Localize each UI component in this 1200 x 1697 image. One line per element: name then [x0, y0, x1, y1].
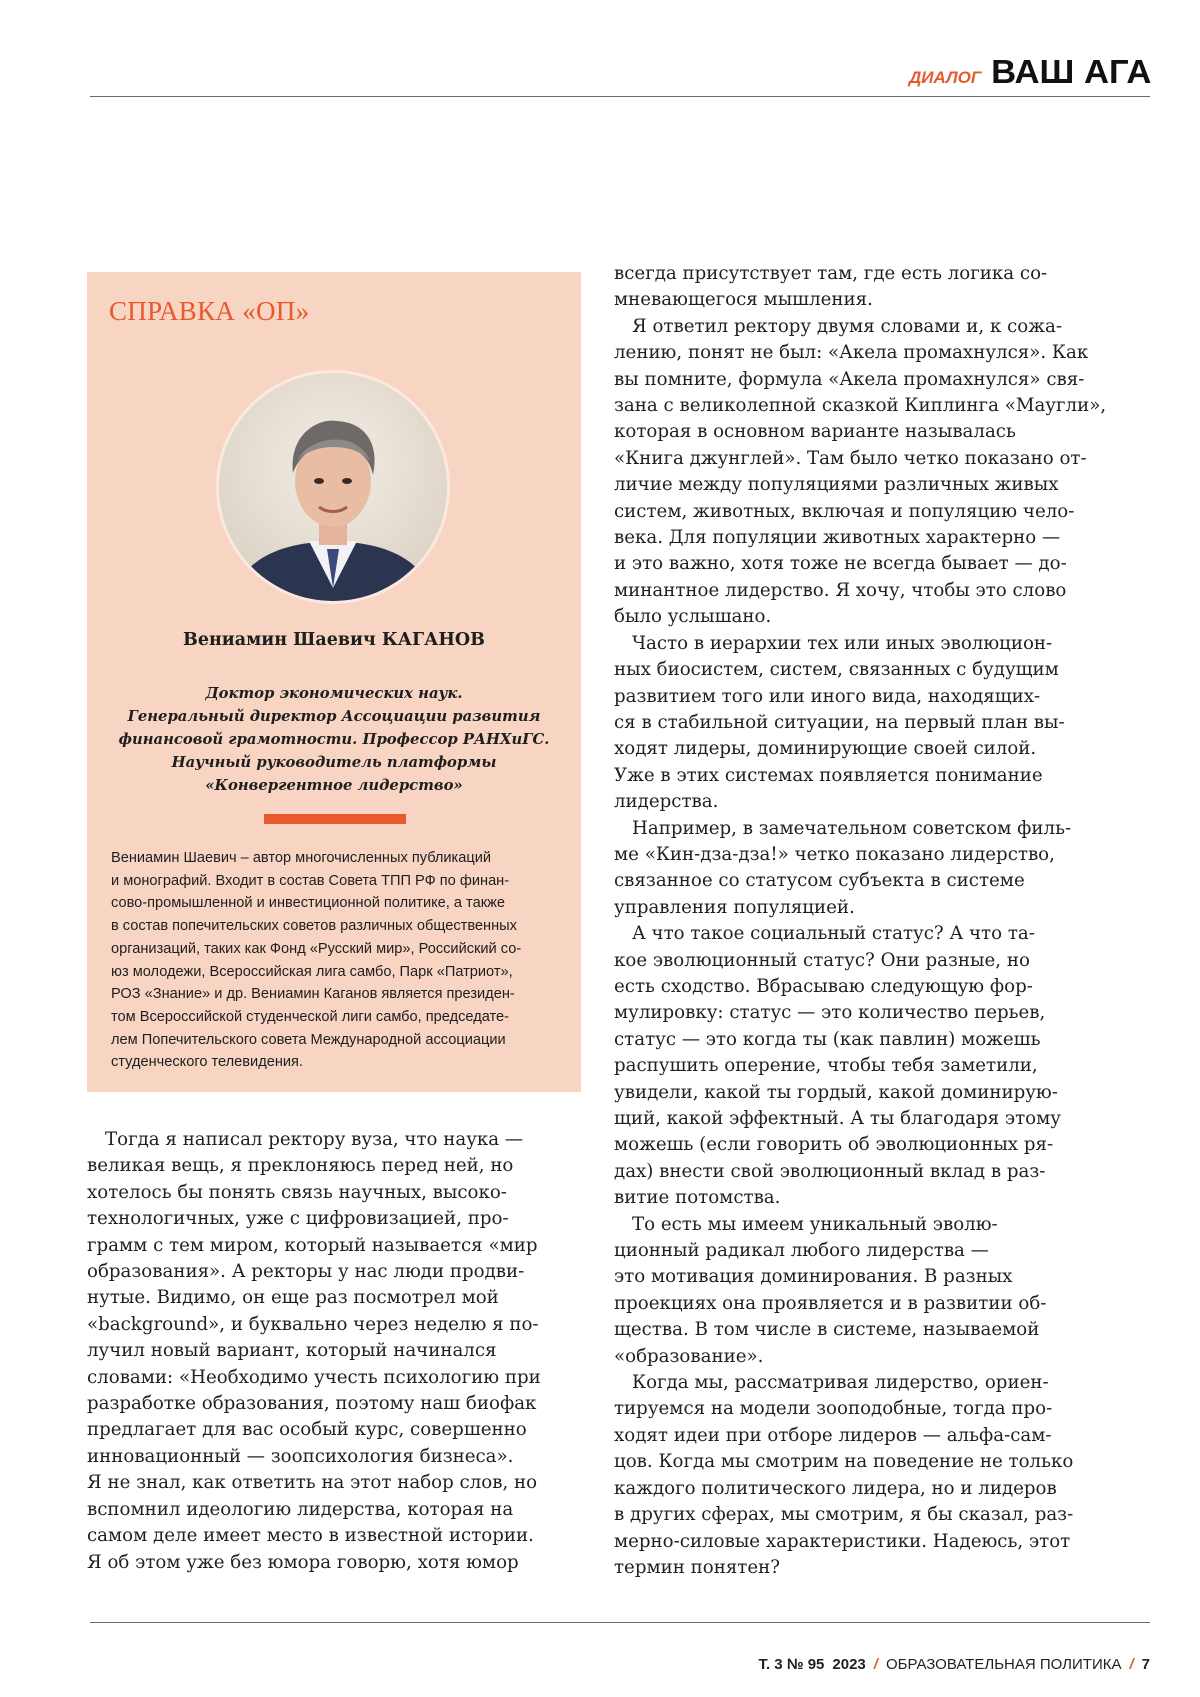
text-line: Уже в этих системах появляется понимание — [614, 763, 1134, 789]
page-number: 7 — [1142, 1656, 1150, 1673]
text-line: зана с великолепной сказкой Киплинга «Маугли», — [614, 393, 1134, 419]
text-line: это мотивация доминирования. В разных — [614, 1264, 1134, 1290]
text-line: цов. Когда мы смотрим на поведение не только — [614, 1449, 1134, 1475]
text-line: щества. В том числе в системе, называемой — [614, 1317, 1134, 1343]
bio-line: организаций, таких как Фонд «Русский мир», Российский со- — [111, 938, 571, 961]
body-column-right — [614, 261, 1134, 1581]
text-line: кое эволюционный статус? Они разные, но — [614, 948, 1134, 974]
text-line: связанное со статусом субъекта в системе — [614, 868, 1134, 894]
page-footer — [759, 1656, 1151, 1673]
text-line: ме «Кин-дза-дза!» четко показано лидерство, — [614, 842, 1134, 868]
text-line: и это важно, хотя тоже не всегда бывает — до- — [614, 551, 1134, 577]
text-line: Например, в замечательном советском филь- — [614, 816, 1134, 842]
person-name: Вениамин Шаевич КАГАНОВ — [87, 630, 581, 650]
text-line: есть сходство. Вбрасываю следующую фор- — [614, 974, 1134, 1000]
slash-separator-icon: / — [1129, 1656, 1133, 1673]
text-line: хотелось бы понять связь научных, высоко- — [87, 1180, 587, 1206]
bio-line: том Всероссийской студенческой лиги самбо, председате- — [111, 1006, 571, 1029]
text-line: века. Для популяции животных характерно — — [614, 525, 1134, 551]
text-line: словами: «Необходимо учесть психологию при — [87, 1365, 587, 1391]
bio-line: и монографий. Входит в состав Совета ТПП РФ по финан- — [111, 870, 571, 893]
text-line: мулировку: статус — это количество перьев, — [614, 1000, 1134, 1026]
accent-divider — [264, 814, 406, 824]
body-column-left — [87, 1127, 587, 1576]
text-line: «образование». — [614, 1344, 1134, 1370]
bio-line: в состав попечительских советов различных общественных — [111, 915, 571, 938]
text-line: разработке образования, поэтому наш биофак — [87, 1391, 587, 1417]
text-line: статус — это когда ты (как павлин) можешь — [614, 1027, 1134, 1053]
text-line: вспомнил идеологию лидерства, которая на — [87, 1497, 587, 1523]
text-line: А что такое социальный статус? А что та- — [614, 921, 1134, 947]
text-line: образования». А ректоры у нас люди продви- — [87, 1259, 587, 1285]
text-line: нутые. Видимо, он еще раз посмотрел мой — [87, 1285, 587, 1311]
text-line: увидели, какой ты гордый, какой доминирую- — [614, 1080, 1134, 1106]
bio-line: юз молодежи, Всероссийская лига самбо, Парк «Патриот», — [111, 961, 571, 984]
text-line: лидерства. — [614, 789, 1134, 815]
bio-line: студенческого телевидения. — [111, 1051, 571, 1074]
text-line: мневающегося мышления. — [614, 287, 1134, 313]
text-line: каждого политического лидера, но и лидеров — [614, 1476, 1134, 1502]
text-line: ходят лидеры, доминирующие своей силой. — [614, 736, 1134, 762]
text-line: можешь (если говорить об эволюционных ря- — [614, 1132, 1134, 1158]
bio-line: сово-промышленной и инвестиционной политике, а также — [111, 892, 571, 915]
bio-line: Вениамин Шаевич – автор многочисленных публикаций — [111, 847, 571, 870]
issue-year: 2023 — [832, 1656, 865, 1673]
person-credentials — [87, 682, 581, 797]
text-line: технологичных, уже с цифровизацией, про- — [87, 1206, 587, 1232]
credential-line: финансовой грамотности. Профессор РАНХиГС. — [87, 728, 581, 751]
text-line: проекциях она проявляется и в развитии об- — [614, 1291, 1134, 1317]
portrait-illustration — [219, 373, 447, 601]
journal-title: ОБРАЗОВАТЕЛЬНАЯ ПОЛИТИКА — [886, 1656, 1122, 1673]
running-header — [909, 53, 1148, 91]
text-line: витие потомства. — [614, 1185, 1134, 1211]
credential-line: Научный руководитель платформы — [87, 751, 581, 774]
text-line: Тогда я написал ректору вуза, что наука — — [87, 1127, 587, 1153]
text-line: вы помните, формула «Акела промахнулся» свя- — [614, 367, 1134, 393]
text-line: грамм с тем миром, который называется «мир — [87, 1233, 587, 1259]
text-line: распушить оперение, чтобы тебя заметили, — [614, 1053, 1134, 1079]
text-line: великая вещь, я преклоняюсь перед ней, но — [87, 1153, 587, 1179]
text-line: развитием того или иного вида, находящих- — [614, 684, 1134, 710]
credential-line: Генеральный директор Ассоциации развития — [87, 705, 581, 728]
text-line: ходят идеи при отборе лидеров — альфа-сам- — [614, 1423, 1134, 1449]
text-line: было услышано. — [614, 604, 1134, 630]
header-rule — [90, 96, 1150, 97]
text-line: которая в основном варианте называлась — [614, 419, 1134, 445]
text-line: тируемся на модели зооподобные, тогда про- — [614, 1396, 1134, 1422]
text-line: предлагает для вас особый курс, совершенно — [87, 1417, 587, 1443]
text-line: Я не знал, как ответить на этот набор слов, но — [87, 1470, 587, 1496]
text-line: лучил новый вариант, который начинался — [87, 1338, 587, 1364]
text-line: мерно-силовые характеристики. Надеюсь, этот — [614, 1529, 1134, 1555]
text-line: минантное лидерство. Я хочу, чтобы это слово — [614, 578, 1134, 604]
text-line: щий, какой эффектный. А ты благодаря этому — [614, 1106, 1134, 1132]
text-line: Я об этом уже без юмора говорю, хотя юмор — [87, 1550, 587, 1576]
section-label: ДИАЛОГ — [909, 68, 981, 88]
text-line: управления популяцией. — [614, 895, 1134, 921]
info-sidebar — [87, 272, 581, 1092]
slash-separator-icon: / — [874, 1656, 878, 1673]
text-line: самом деле имеет место в известной истории. — [87, 1523, 587, 1549]
portrait-photo — [216, 370, 450, 604]
bio-line: РОЗ «Знание» и др. Вениамин Каганов является президен- — [111, 983, 571, 1006]
person-bio — [111, 847, 571, 1074]
text-line: «Книга джунглей». Там было четко показано от- — [614, 446, 1134, 472]
text-line: ся в стабильной ситуации, на первый план вы- — [614, 710, 1134, 736]
text-line: Часто в иерархии тех или иных эволюцион- — [614, 631, 1134, 657]
text-line: Я ответил ректору двумя словами и, к сожа- — [614, 314, 1134, 340]
text-line: ционный радикал любого лидерства — — [614, 1238, 1134, 1264]
text-line: инновационный — зоопсихология бизнеса». — [87, 1444, 587, 1470]
text-line: личие между популяциями различных живых — [614, 472, 1134, 498]
issue-number: Т. 3 № 95 — [759, 1656, 825, 1673]
text-line: ных биосистем, систем, связанных с будущим — [614, 657, 1134, 683]
text-line: систем, животных, включая и популяцию чело- — [614, 499, 1134, 525]
credential-line: Доктор экономических наук. — [87, 682, 581, 705]
credential-line: «Конвергентное лидерство» — [87, 774, 581, 797]
text-line: дах) внести свой эволюционный вклад в раз- — [614, 1159, 1134, 1185]
text-line: термин понятен? — [614, 1555, 1134, 1581]
sidebar-title: СПРАВКА «ОП» — [109, 296, 309, 327]
text-line: «background», и буквально через неделю я по- — [87, 1312, 587, 1338]
section-brand: ВАШ АГА — [992, 53, 1152, 91]
text-line: То есть мы имеем уникальный эволю- — [614, 1212, 1134, 1238]
text-line: Когда мы, рассматривая лидерство, ориен- — [614, 1370, 1134, 1396]
text-line: в других сферах, мы смотрим, я бы сказал, раз- — [614, 1502, 1134, 1528]
text-line: всегда присутствует там, где есть логика со- — [614, 261, 1134, 287]
text-line: лению, понят не был: «Акела промахнулся». Как — [614, 340, 1134, 366]
bio-line: лем Попечительского совета Международной ассоциации — [111, 1029, 571, 1052]
footer-rule — [90, 1622, 1150, 1623]
